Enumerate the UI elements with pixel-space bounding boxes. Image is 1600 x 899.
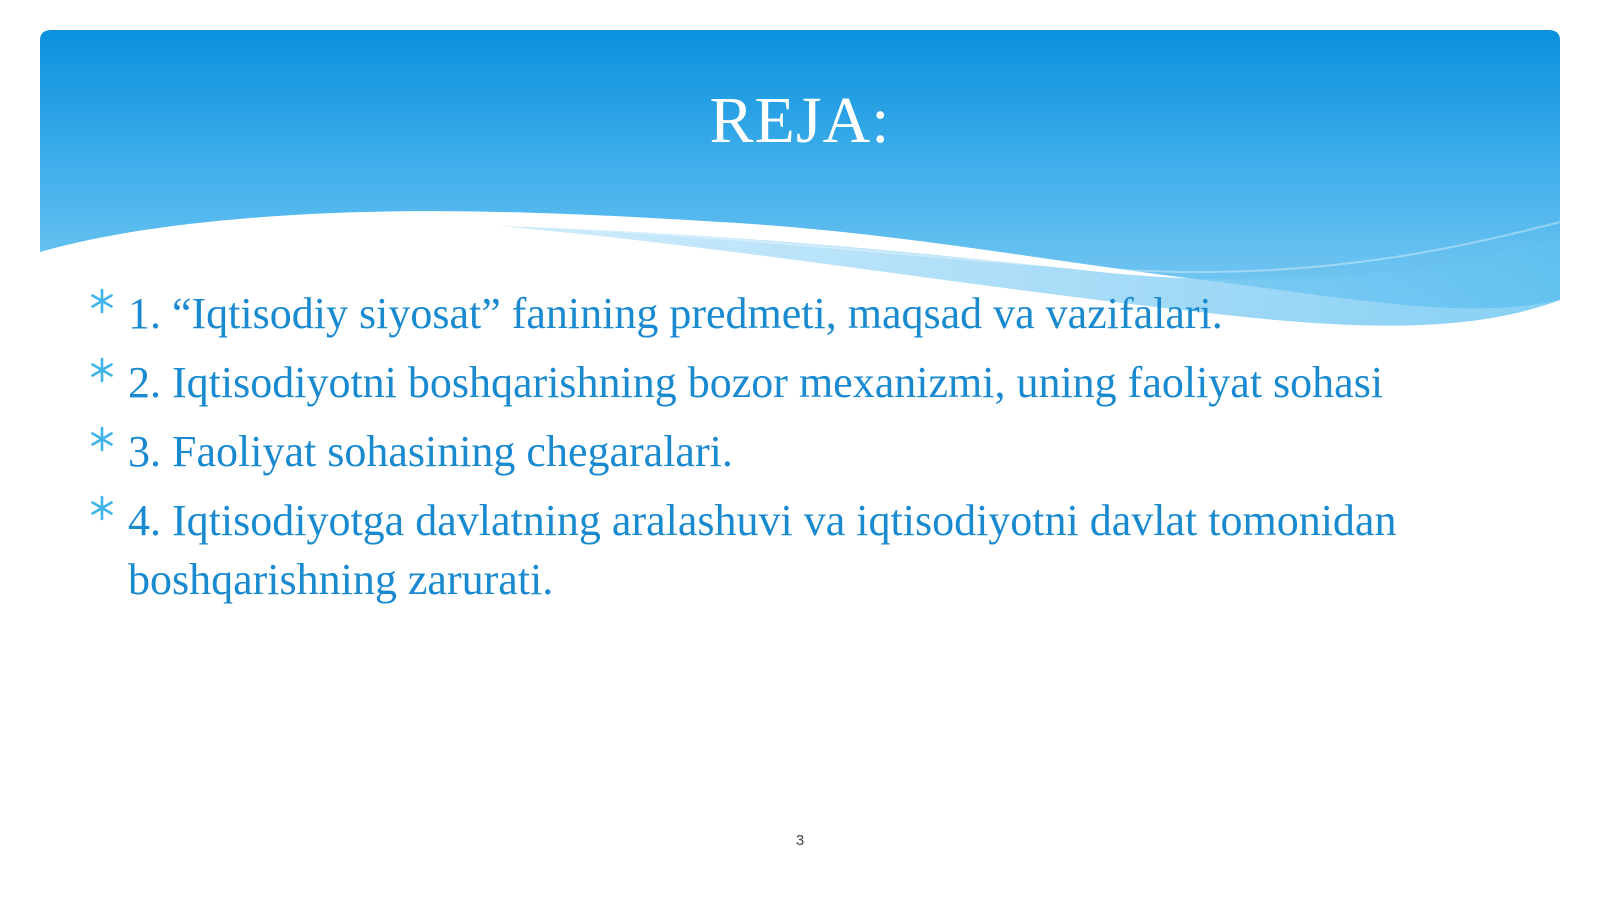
page-number: 3: [795, 832, 805, 849]
list-item-text: 1. “Iqtisodiy siyosat” fanining predmeti, maqsad va vazifalari.: [128, 289, 1223, 338]
list-item: [88, 353, 1468, 412]
list-item: [88, 422, 1468, 481]
asterisk-icon: [88, 287, 116, 315]
list-item-text: 4. Iqtisodiyotga davlatning aralashuvi va iqtisodiyotni davlat tomonidan boshqarishning zarurati.: [128, 496, 1397, 604]
list-item: [88, 284, 1468, 343]
slide-title: REJA:: [709, 84, 891, 157]
asterisk-icon: [88, 356, 116, 384]
asterisk-icon: [88, 494, 116, 522]
asterisk-icon: [88, 425, 116, 453]
list-item: [88, 491, 1468, 609]
bullet-list: [88, 284, 1468, 619]
list-item-text: 3. Faoliyat sohasining chegaralari.: [128, 427, 733, 476]
list-item-text: 2. Iqtisodiyotni boshqarishning bozor mexanizmi, uning faoliyat sohasi: [128, 358, 1384, 407]
